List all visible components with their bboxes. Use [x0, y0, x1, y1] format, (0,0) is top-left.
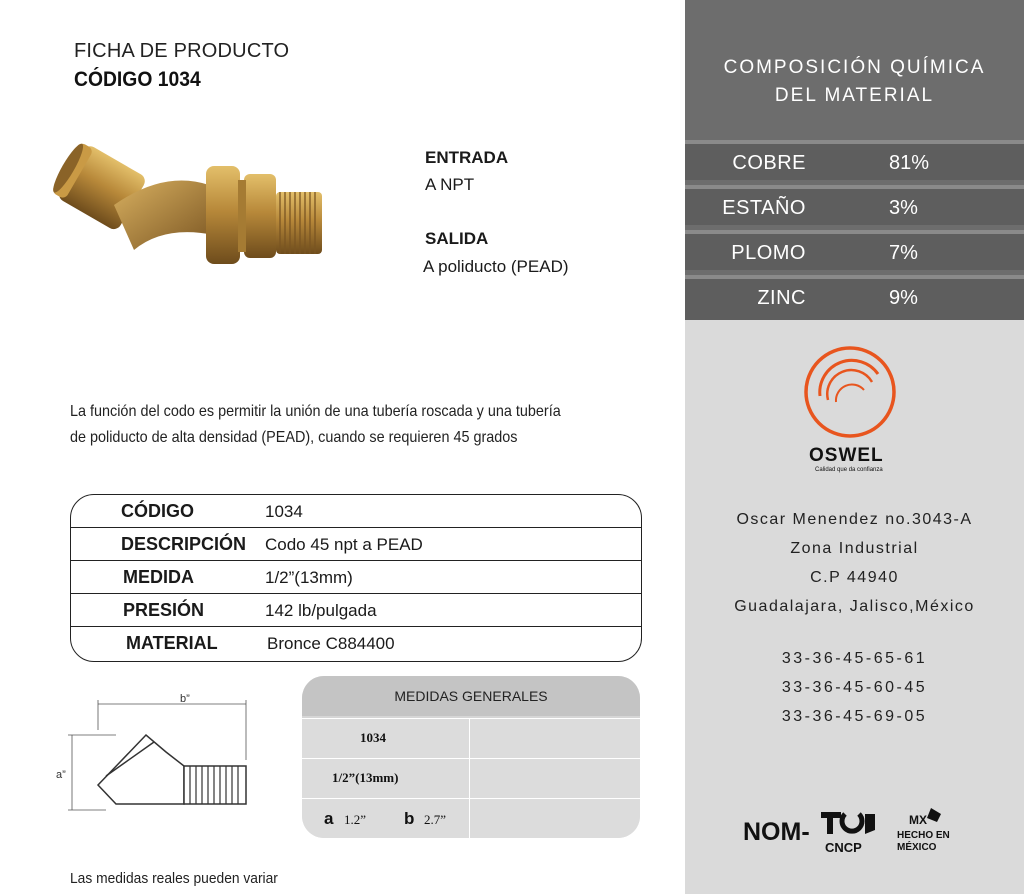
address-line-2: Zona Industrial — [790, 540, 919, 557]
element-name: ZINC — [757, 287, 806, 309]
spec-row-descripcion — [71, 528, 641, 561]
phone-1: 33-36-45-65-61 — [781, 650, 928, 667]
spec-key: DESCRIPCIÓN — [121, 534, 247, 554]
salida-value: A poliducto (PEAD) — [423, 257, 569, 276]
disclaimer-note: Las medidas reales pueden variar — [70, 870, 278, 887]
mx-label: MX — [909, 813, 927, 827]
element-percent: 7% — [889, 242, 918, 264]
dimension-a-label: a” — [56, 769, 66, 781]
address-line-4: Guadalajara, Jalisco,México — [734, 598, 975, 615]
element-name: ESTAÑO — [722, 197, 806, 219]
measure-a-letter: a — [324, 809, 334, 828]
spec-key: CÓDIGO — [121, 501, 195, 521]
mexico-label: MÉXICO — [897, 842, 937, 853]
measure-b-value: 2.7” — [424, 812, 447, 827]
spec-value: 1/2”(13mm) — [265, 568, 353, 587]
company-panel — [685, 0, 1024, 894]
entrada-label: ENTRADA — [425, 148, 509, 167]
phone-3: 33-36-45-69-05 — [781, 708, 928, 725]
cncp-logo: CNCP — [825, 840, 862, 855]
entrada-value: A NPT — [425, 175, 475, 194]
composition-row-cobre — [685, 140, 1024, 180]
dimension-diagram — [56, 690, 256, 835]
measures-table — [302, 676, 640, 838]
product-code-title: CÓDIGO 1034 — [74, 68, 201, 91]
spec-value: Bronce C884400 — [267, 634, 395, 653]
phone-2: 33-36-45-60-45 — [781, 679, 928, 696]
spec-row-presion — [71, 594, 641, 627]
composition-panel — [685, 0, 1024, 320]
spec-row-material — [71, 627, 641, 662]
composition-row-plomo — [685, 230, 1024, 270]
measures-cell — [302, 719, 470, 758]
measures-row-code — [302, 718, 640, 758]
spec-key: PRESIÓN — [123, 600, 205, 620]
element-percent: 3% — [889, 197, 918, 219]
product-photo — [44, 130, 344, 280]
nom-logo: NOM- — [743, 818, 810, 846]
measures-cell — [302, 799, 470, 838]
composition-title-line-2: DEL MATERIAL — [774, 85, 935, 106]
spec-value: Codo 45 npt a PEAD — [265, 535, 423, 554]
hecho-en-label: HECHO EN — [897, 830, 950, 841]
spec-row-codigo — [71, 495, 641, 528]
brand-tagline: Calidad que da confianza — [815, 467, 883, 473]
element-percent: 81% — [889, 152, 930, 174]
spec-table — [70, 494, 642, 662]
doc-type-label: FICHA DE PRODUCTO — [74, 40, 290, 62]
description-line-1: La función del codo es permitir la unión de una tubería roscada y una tubería — [70, 403, 561, 420]
measures-row-size — [302, 758, 640, 798]
measure-a-value: 1.2” — [344, 812, 367, 827]
address-line-3: C.P 44940 — [810, 569, 899, 586]
composition-title — [685, 54, 1024, 110]
spec-key: MEDIDA — [123, 567, 194, 587]
description-line-2: de poliducto de alta densidad (PEAD), cuando se requieren 45 grados — [70, 429, 518, 446]
product-description — [70, 399, 592, 451]
dimension-b-label: b” — [180, 693, 190, 705]
measures-row-ab — [302, 798, 640, 838]
spec-row-medida — [71, 561, 641, 594]
element-name: PLOMO — [731, 242, 806, 264]
composition-title-line-1: COMPOSICIÓN QUÍMICA — [723, 57, 986, 78]
measures-cell — [302, 759, 470, 798]
composition-row-estano — [685, 185, 1024, 225]
element-name: COBRE — [732, 152, 806, 174]
measures-size: 1/2”(13mm) — [332, 770, 399, 785]
composition-row-zinc — [685, 275, 1024, 320]
measure-b-letter: b — [404, 809, 415, 828]
measures-title: MEDIDAS GENERALES — [302, 676, 640, 716]
oswel-logo-icon — [800, 344, 900, 444]
spec-value: 1034 — [265, 502, 303, 521]
certification-logos — [741, 800, 981, 860]
element-percent: 9% — [889, 287, 918, 309]
salida-label: SALIDA — [425, 229, 489, 248]
spec-value: 142 lb/pulgada — [265, 601, 377, 620]
address-line-1: Oscar Menendez no.3043-A — [736, 511, 973, 528]
spec-key: MATERIAL — [126, 633, 218, 653]
measures-code: 1034 — [360, 730, 386, 745]
brand-name: OSWEL — [809, 445, 884, 466]
